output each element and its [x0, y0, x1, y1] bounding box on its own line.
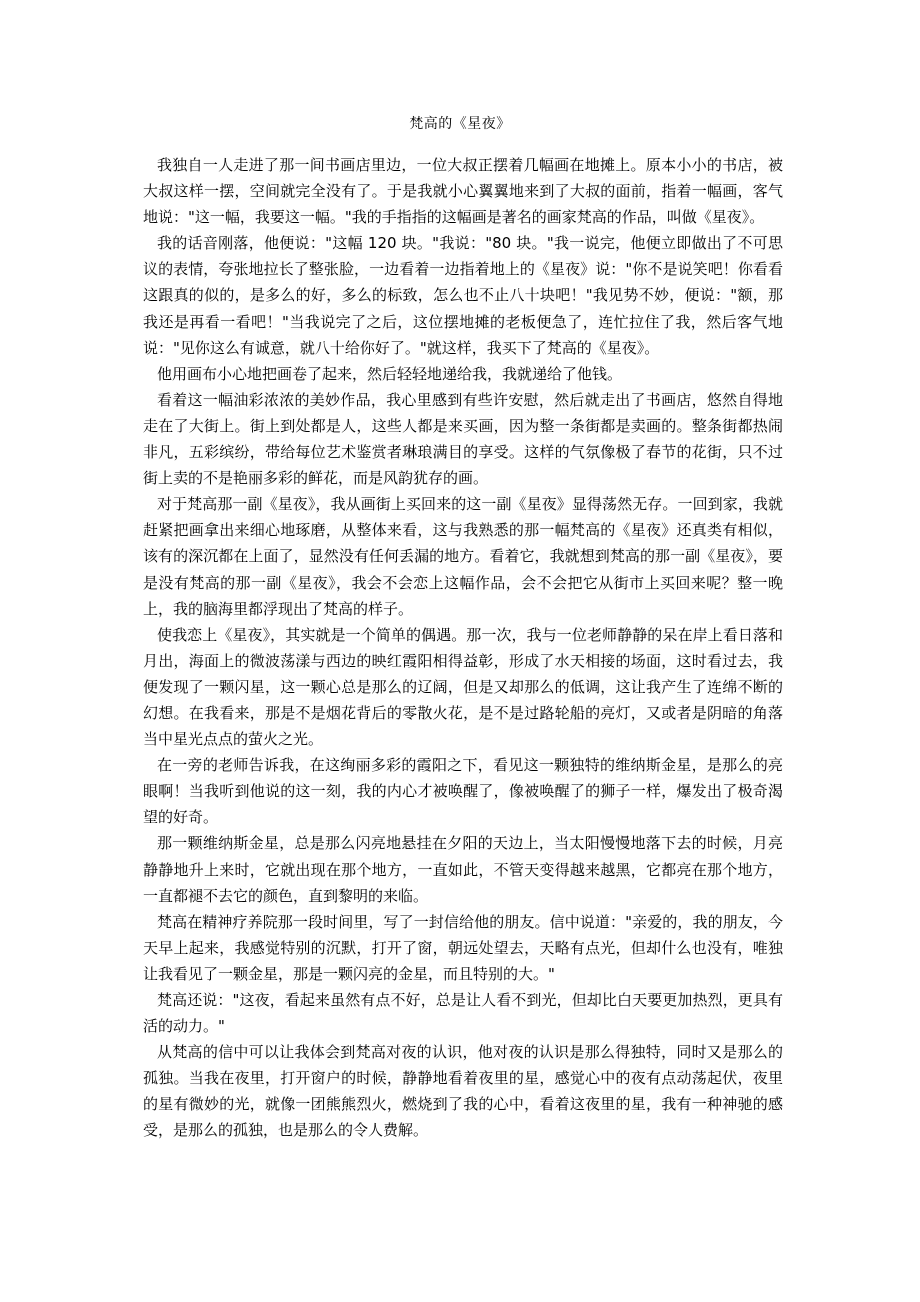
- paragraph-7: 在一旁的老师告诉我，在这绚丽多彩的霞阳之下，看见这一颗独特的维纳斯金星，是那么的亮眼啊！当我听到他说的这一刻，我的内心才被唤醒了，像被唤醒了的狮子一样，爆发出了极奇渴望的好奇。: [143, 756, 783, 827]
- document-body: [143, 152, 783, 1144]
- paragraph-8: 那一颗维纳斯金星，总是那么闪亮地悬挂在夕阳的天边上，当太阳慢慢地落下去的时候，月亮静静地升上来时，它就出现在那个地方，一直如此，不管天变得越来越黑，它都亮在那个地方，一直都褪不去它的颜色，直到黎明的来临。: [143, 834, 783, 905]
- paragraph-5: 对于梵高那一副《星夜》，我从画街上买回来的这一副《星夜》显得荡然无存。一回到家，我就赶紧把画拿出来细心地琢磨，从整体来看，这与我熟悉的那一幅梵高的《星夜》还真类有相似，该有的深沉都在上面了，显然没有任何丢漏的地方。看着它，我就想到梵高的那一副《星夜》，要是没有梵高的那一副《星夜》，我会不会恋上这幅作品，会不会把它从街市上买回来呢？整一晚上，我的脑海里都浮现出了梵高的样子。: [143, 495, 783, 618]
- paragraph-3: 他用画布小心地把画卷了起来，然后轻轻地递给我，我就递给了他钱。: [157, 364, 623, 383]
- paragraph-2: 我的话音刚落，他便说："这幅 120 块。"我说："80 块。"我一说完，他便立即做出了不可思议的表情，夸张地拉长了整张脸，一边看着一边指着地上的《星夜》说："你不是说笑吧！你看看这跟真的似的，是多么的好，多么的标致，怎么也不止八十块吧！"我见势不妙，便说："额，那我还是再看一看吧！"当我说完了之后，这位摆地摊的老板便急了，连忙拉住了我，然后客气地说："见你这么有诚意，就八十给你好了。"就这样，我买下了梵高的《星夜》。: [143, 234, 783, 357]
- paragraph-6: 使我恋上《星夜》，其实就是一个简单的偶遇。那一次，我与一位老师静静的呆在岸上看日落和月出，海面上的微波荡漾与西边的映红霞阳相得益彰，形成了水天相接的场面，这时看过去，我便发现了一颗闪星，这一颗心总是那么的辽阔，但是又却那么的低调，这让我产生了连绵不断的幻想。在我看来，那是不是烟花背后的零散火花，是不是过路轮船的亮灯，又或者是阴暗的角落当中星光点点的萤火之光。: [143, 625, 783, 749]
- document-title: 梵高的《星夜》: [409, 116, 511, 132]
- paragraph-10: 梵高还说："这夜，看起来虽然有点不好，总是让人看不到光，但却比白天要更加热烈，更具有活的动力。": [143, 991, 783, 1036]
- paragraph-4: 看着这一幅油彩浓浓的美妙作品，我心里感到有些许安慰，然后就走出了书画店，悠然自得地走在了大街上。街上到处都是人，这些人都是来买画，因为整一条街都是卖画的。整条街都热闹非凡，五彩缤纷，带给每位艺术鉴赏者琳琅满目的享受。这样的气氛像极了春节的花街，只不过街上卖的不是艳丽多彩的鲜花，而是风韵犹存的画。: [143, 390, 783, 488]
- paragraph-11: 从梵高的信中可以让我体会到梵高对夜的认识，他对夜的认识是那么得独特，同时又是那么的孤独。当我在夜里，打开窗户的时候，静静地看着夜里的星，感觉心中的夜有点动荡起伏，夜里的星有微妙的光，就像一团熊熊烈火，燃烧到了我的心中，看着这夜里的星，我有一种神驰的感受，是那么的孤独，也是那么的令人费解。: [143, 1043, 783, 1140]
- paragraph-1: 我独自一人走进了那一间书画店里边，一位大叔正摆着几幅画在地摊上。原本小小的书店，被大叔这样一摆，空间就完全没有了。于是我就小心翼翼地来到了大叔的面前，指着一幅画，客气地说："这一幅，我要这一幅。"我的手指指的这幅画是著名的画家梵高的作品，叫做《星夜》。: [143, 156, 783, 227]
- paragraph-9: 梵高在精神疗养院那一段时间里，写了一封信给他的朋友。信中说道："亲爱的，我的朋友，今天早上起来，我感觉特别的沉默，打开了窗，朝远处望去，天略有点光，但却什么也没有，唯独让我看见了一颗金星，那是一颗闪亮的金星，而且特别的大。": [143, 912, 783, 983]
